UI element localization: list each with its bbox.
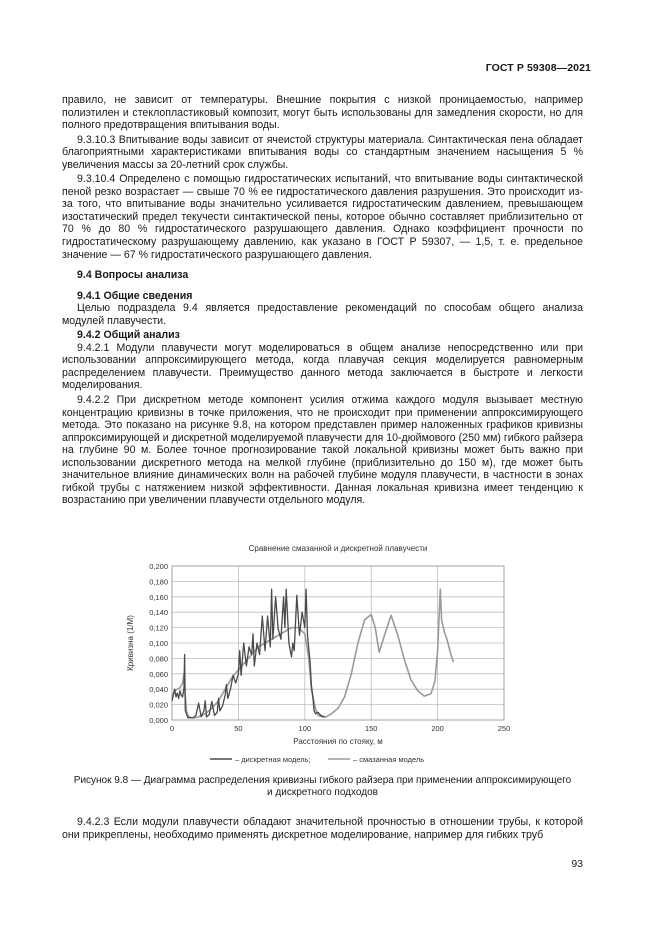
page-number: 93 [571,858,583,870]
y-tick-label: 0,000 [149,716,168,725]
x-tick-label: 200 [431,724,444,733]
y-tick-label: 0,140 [149,608,168,618]
x-tick-label: 50 [234,724,243,733]
x-tick-label: 100 [298,724,312,733]
x-axis-label: Расстояния по стояку, м [293,737,383,746]
subsection-heading: 9.4.1 Общие сведения [77,289,193,302]
paragraph: 9.4.2.1 Модули плавучести могут моделироваться в общем анализе непосредственно или при использовании аппроксимирующего метода, когда плавучая секция моделируется равномерным распределением плавучести. Преимущество данного метода заключается в быстроте и легкости моделирования. [62,341,583,392]
y-tick-label: 0,100 [149,639,168,648]
y-tick-label: 0,180 [149,577,168,587]
figure-caption-line: и дискретного подходов [267,787,378,798]
section-heading: 9.4 Вопросы анализа [77,269,189,282]
series-line-discrete [172,589,325,718]
curvature-chart [100,538,540,768]
y-tick-label: 0,160 [149,592,168,602]
y-tick-label: 0,120 [149,623,168,633]
paragraph: 9.3.10.4 Определено с помощью гидростатических испытаний, что впитывание воды синтактической пеной резко возрастает — свыше 70 % ее гидростатического давления разрушения. Это происходит из-за того, что впитывание воды значительно усиливается гидростатическим давлением, превышающем изостатический предел текучести синтактической пены, которое обычно составляет приблизительно от 70 % до 80 % гидростатического разрушающего давления. Однако коэффициент прочности по гидростатическому разрушающему давлению, как указано в ГОСТ Р 59307, — 1,5, т. е. предельное значение — 67 % гидростатического разрушающего давления. [62,173,583,261]
y-tick-label: 0,040 [149,685,168,695]
paragraph: Целью подраздела 9.4 является предоставление рекомендаций по способам общего анализа модулей плавучести. [62,302,583,327]
x-tick-label: 0 [169,724,175,733]
y-tick-label: 0,060 [149,669,168,679]
chart-title: Сравнение смазанной и дискретной плавучести [248,544,428,553]
figure-caption [62,775,583,799]
body-text-continued [62,816,583,841]
y-tick-label: 0,020 [149,700,168,710]
paragraph: 9.3.10.3 Впитывание воды зависит от ячеистой структуры материала. Синтактическая пена обладает благоприятными характеристиками впитывания воды со стандартным значением насыщения 5 % увеличения массы за 20-летний срок службы. [62,133,583,171]
y-tick-label: 0,200 [149,562,168,571]
y-axis-label: Кривизна (1/М) [126,615,135,671]
paragraph: правило, не зависит от температуры. Внешние покрытия с низкой проницаемостью, например полиэтилен и стеклопластиковый композит, могут быть использованы для замедления скорости, но для полного предотвращения впитывания воды. [62,94,583,132]
x-tick-label: 150 [364,724,378,733]
legend-label-smeared: – смазанная модель [353,755,425,764]
document-number-header: ГОСТ Р 59308—2021 [485,62,591,74]
paragraph: 9.4.2.2 При дискретном методе компонент усилия отжима каждого модуля вызывает местную концентрацию кривизны в точке приложения, что не происходит при применении аппроксимирующего метода. Это показано на рисунке 9.8, на котором представлен пример наложенных графиков кривизны аппроксимирующей и дискретной моделируемой плавучести для 10-дюймового (250 мм) гибкого райзера на глубине 90 м. Более точное прогнозирование такой локальной кривизны может быть важно при использовании дискретного метода на мелкой глубине (приблизительно до 150 м), где может быть значительное влияние динамических волн на рабочей глубине модуля плавучести, в частности в зонах гибкой трубы с натяжением низкой эффективности. Данная локальная кривизна имеет тенденцию к возрастанию при увеличении плавучести отдельного модуля. [62,394,583,507]
legend-label-discrete: – дискретная модель; [235,755,311,764]
subsection-heading: 9.4.2 Общий анализ [77,329,180,342]
figure-caption-line: Рисунок 9.8 — Диаграмма распределения кривизны гибкого райзера при применении аппроксимирующего [73,775,572,786]
y-tick-label: 0,080 [149,654,168,664]
x-tick-label: 250 [497,724,511,733]
body-text [62,94,583,507]
paragraph: 9.4.2.3 Если модули плавучести обладают значительной прочностью в отношении трубы, к которой они прикреплены, необходимо применять дискретное моделирование, например для гибких труб [62,816,583,841]
